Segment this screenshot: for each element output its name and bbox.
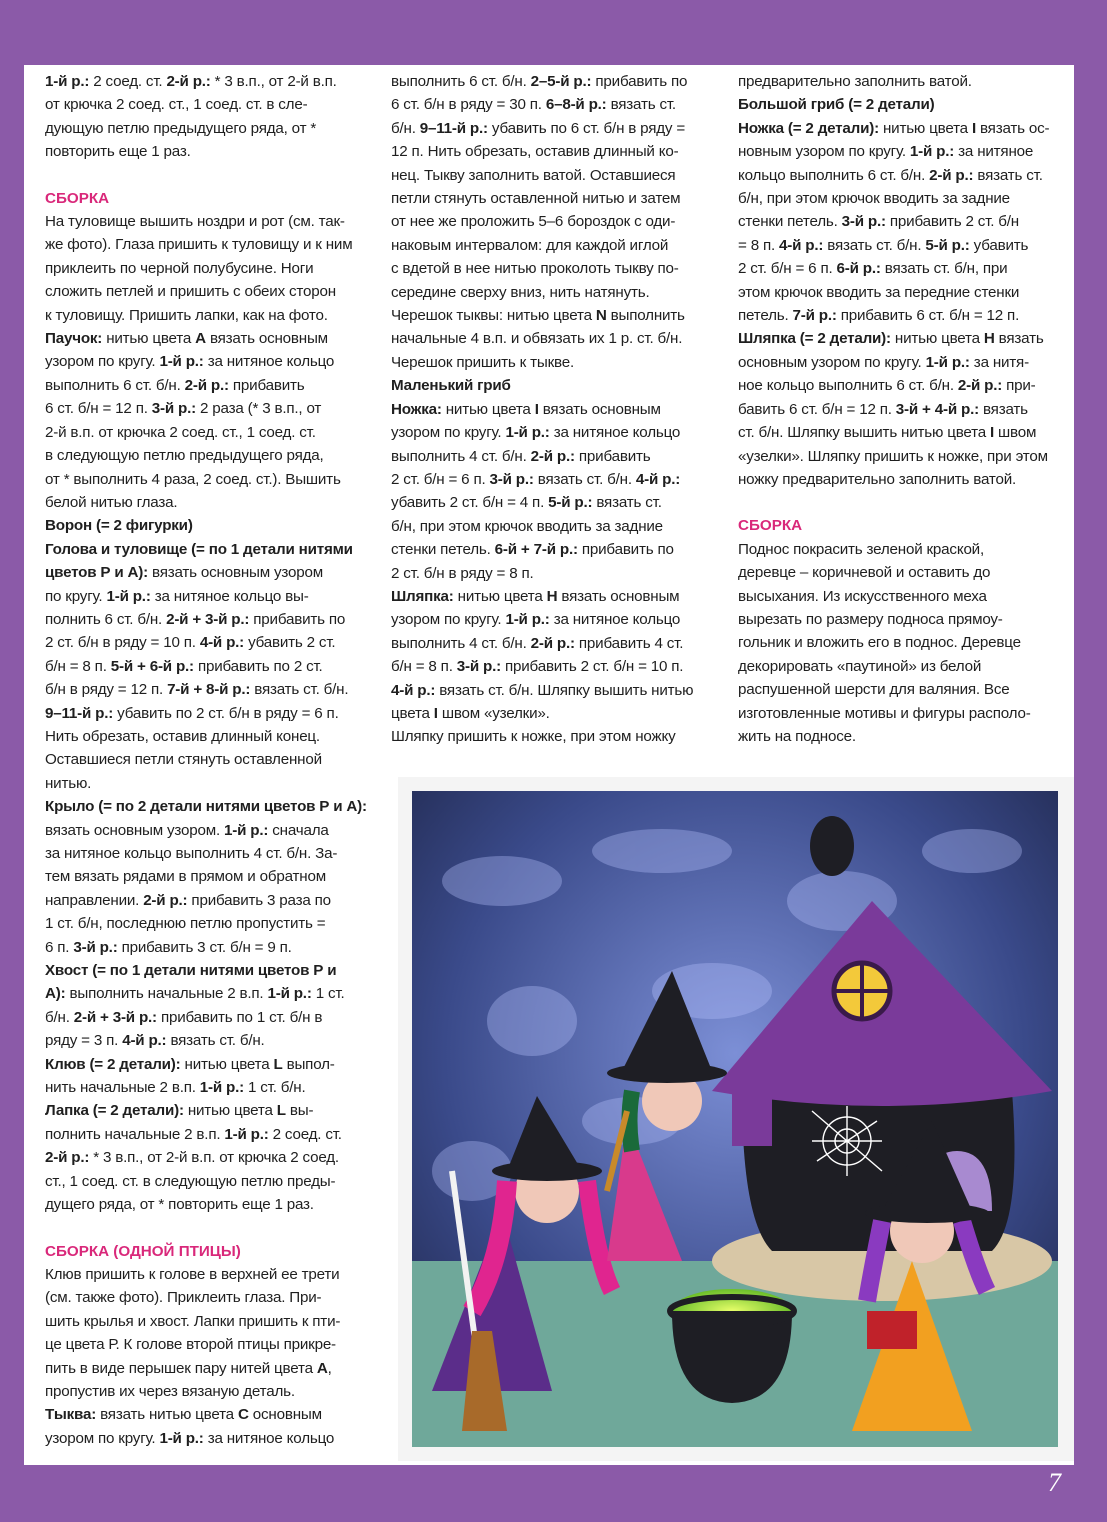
section-heading: СБОРКА — [738, 517, 803, 535]
photo-illustration — [412, 791, 1058, 1447]
text-column-2: выполнить 6 ст. б/н. 2–5-й р.: прибавить по 6 ст. б/н в ряду = 30 п. 6–8-й р.: вязать ст. б/н. 9–11-й р.: убавить по 6 ст. б/н в ряду = 12 п. Нить обрезать, оставив длинный ко- нец. Тыкву заполнить ватой. Оставшиеся петли стянуть оставленной нитью и затем от нее же проложить 5–6 бороздок с оди- наковым интервалом: для каждой иглой с вдетой в нее нитью проколоть тыкву по- середине сверху вниз, нить натянуть. Черешок тыквы: нитью цвета N выполнить начальные 4 в.п. и обвязать их 1 р. ст. б/н. Черешок пришить к тыкве. Маленький гриб Ножка: нитью цвета I вязать основным узором по кругу. 1-й р.: за нитяное кольцо выполнить 4 ст. б/н. 2-й р.: прибавить 2 ст. б/н = 6 п. 3-й р.: вязать ст. б/н. 4-й р.: убавить 2 ст. б/н = 4 п. 5-й р.: вязать ст. б/н, при этом крючок вводить за задние стенки петель. 6-й + 7-й р.: прибавить по 2 ст. б/н в ряду = 8 п. Шляпка: нитью цвета Н вязать основным узором по кругу. 1-й р.: за нитяное кольцо выполнить 4 ст. б/н. 2-й р.: прибавить 4 ст. б/н = 8 п. 3-й р.: прибавить 2 ст. б/н = 10 п. 4-й р.: вязать ст. б/н. Шляпку вышить нитью цвета I швом «узелки». Шляпку пришить к ножке, при этом ножку — [391, 73, 694, 746]
text-column-1: 1-й р.: 2 соед. ст. 2-й р.: * 3 в.п., от 2-й в.п. от крючка 2 соед. ст., 1 соед. ст. в сле- дующую петлю предыдущего ряда, от * повторить еще 1 раз. СБОРКА На туловище вышить ноздри и рот (см. так- же фото). Глаза пришить к туловищу и к ним приклеить по черной полубусине. Ноги сложить петлей и пришить с обеих сторон к туловищу. Пришить лапки, как на фото. Паучок: нитью цвета А вязать основным узором по кругу. 1-й р.: за нитяное кольцо выполнить 6 ст. б/н. 2-й р.: прибавить 6 ст. б/н = 12 п. 3-й р.: 2 раза (* 3 в.п., от 2-й в.п. от крючка 2 соед. ст., 1 соед. ст. в следующую петлю предыдущего ряда, от * выполнить 4 раза, 2 соед. ст.). Вышить белой нитью глаза. Ворон (= 2 фигурки) Голова и туловище (= по 1 детали нитями цветов Р и А): вязать основным узором по кругу. 1-й р.: за нитяное кольцо вы- полнить 6 ст. б/н. 2-й + 3-й р.: прибавить по 2 ст. б/н в ряду = 10 п. 4-й р.: убавить 2 ст. б/н = 8 п. 5-й + 6-й р.: прибавить по 2 ст. б/н в ряду = 12 п. 7-й + 8-й р.: вязать ст. б/н. 9–11-й р.: убавить по 2 ст. б/н в ряду = 6 п. Нить обрезать, оставив длинный конец. Оставшиеся петли стянуть оставленной нитью. Крыло (= по 2 детали нитями цветов Р и А): вязать основным узором. 1-й р.: сначала за нитяное кольцо выполнить 4 ст. б/н. За- тем вязать рядами в прямом и обратном направлении. 2-й р.: прибавить 3 раза по 1 ст. б/н, последнюю петлю пропустить = 6 п. 3-й р.: прибавить 3 ст. б/н = 9 п. Хвост (= по 1 детали нитями цветов Р и А): выполнить начальные 2 в.п. 1-й р.: 1 ст. б/н. 2-й + 3-й р.: прибавить по 1 ст. б/н в ряду = 3 п. 4-й р.: вязать ст. б/н. Клюв (= 2 детали): нитью цвета L выпол- нить начальные 2 в.п. 1-й р.: 1 ст. б/н. Лапка (= 2 детали): нитью цвета L вы- полнить начальные 2 в.п. 1-й р.: 2 соед. ст. 2-й р.: * 3 в.п., от 2-й в.п. от крючка 2 соед. ст., 1 соед. ст. в следующую петлю преды- дущего ряда, от * повторить еще 1 раз. СБОРКА (ОДНОЙ ПТИЦЫ) Клюв пришить к голове в верхней ее трети (см. также фото). Приклеить глаза. При- шить крылья и хвост. Лапки пришить к пти- це цвета Р. К голове второй птицы прикре- пить в виде перышек пару нитей цвета А, пропустив их через вязаную деталь. Тыква: вязать нитью цвета С основным узором по кругу. 1-й р.: за нитяное кольцо — [45, 70, 375, 1450]
text-column-3: предварительно заполнить ватой. Большой гриб (= 2 детали) Ножка (= 2 детали): нитью цвета I вязать ос- новным узором по кругу. 1-й р.: за нитяное кольцо выполнить 6 ст. б/н. 2-й р.: вязать ст. б/н, при этом крючок вводить за задние стенки петель. 3-й р.: прибавить 2 ст. б/н = 8 п. 4-й р.: вязать ст. б/н. 5-й р.: убавить 2 ст. б/н = 6 п. 6-й р.: вязать ст. б/н, при этом крючок вводить за передние стенки петель. 7-й р.: прибавить 6 ст. б/н = 12 п. Шляпка (= 2 детали): нитью цвета Н вязать основным узором по кругу. 1-й р.: за нитя- ное кольцо выполнить 6 ст. б/н. 2-й р.: при- бавить 6 ст. б/н = 12 п. 3-й + 4-й р.: вязать ст. б/н. Шляпку вышить нитью цвета I швом «узелки». Шляпку пришить к ножке, при этом ножку предварительно заполнить ватой. СБОРКА Поднос покрасить зеленой краской, деревце – коричневой и оставить до высыхания. Из искусственного меха вырезать по размеру подноса прямоу- гольник и вложить его в поднос. Деревце декорировать «паутиной» из белой распушенной шерсти для валяния. Все изготовленные мотивы и фигуры располо- жить на подносе. — [738, 70, 1068, 748]
witches-photo — [398, 777, 1074, 1461]
section-heading: СБОРКА — [45, 189, 110, 207]
section-heading: СБОРКА (ОДНОЙ ПТИЦЫ) — [45, 1242, 241, 1260]
page-number: 7 — [1048, 1468, 1061, 1497]
